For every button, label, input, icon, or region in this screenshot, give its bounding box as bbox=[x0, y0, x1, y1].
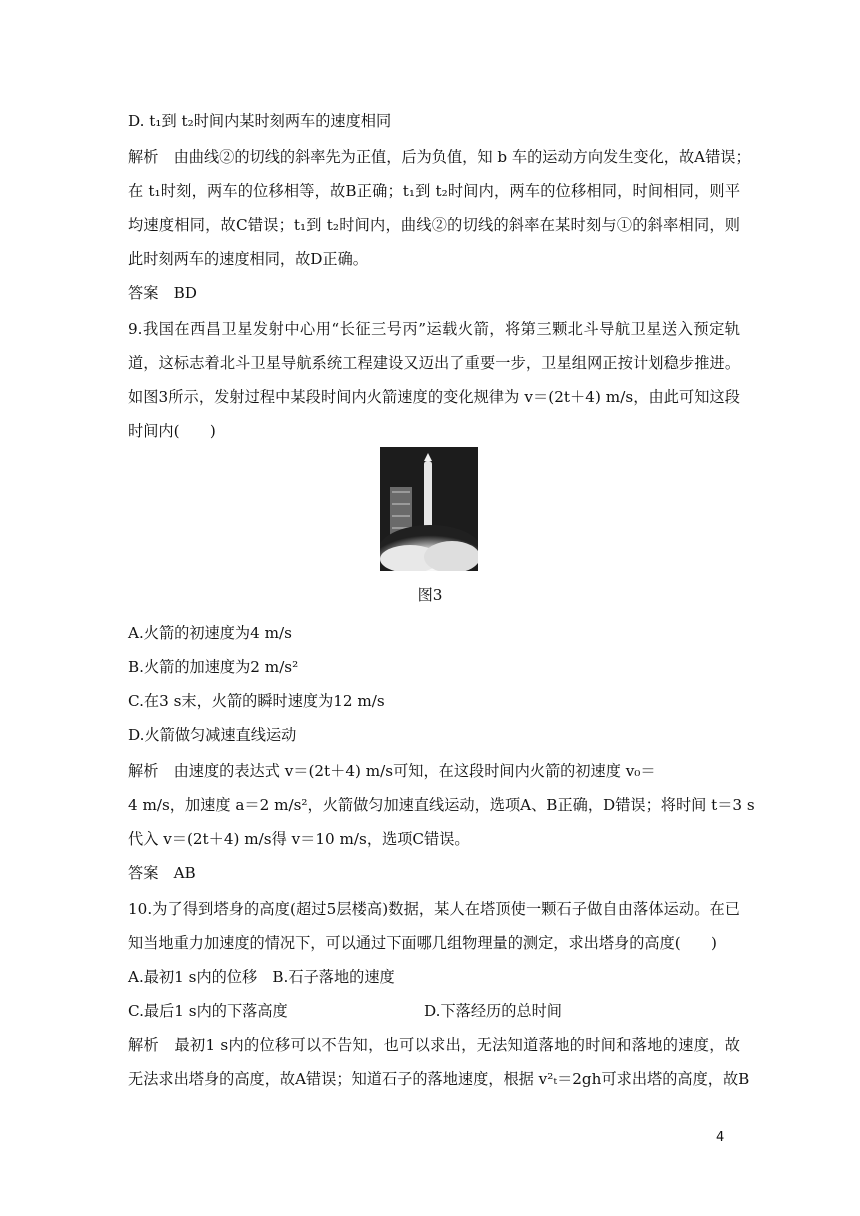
question-line: 9.我国在西昌卫星发射中心用“长征三号丙”运载火箭，将第三颗北斗导航卫星送入预定轨 bbox=[128, 320, 740, 338]
option-d: D.下落经历的总时间 bbox=[424, 1002, 562, 1020]
option-c: C.在3 s末，火箭的瞬时速度为12 m/s bbox=[128, 692, 385, 710]
question-line: 时间内( ) bbox=[128, 422, 216, 440]
option-d: D.火箭做匀减速直线运动 bbox=[128, 726, 297, 744]
text-line: D. t₁到 t₂时间内某时刻两车的速度相同 bbox=[128, 112, 392, 130]
option-c: C.最后1 s内的下落高度 bbox=[128, 1002, 288, 1020]
rocket-launch-image bbox=[380, 447, 478, 571]
text-line: 解析 最初1 s内的位移可以不告知，也可以求出，无法知道落地的时间和落地的速度，故 bbox=[128, 1036, 740, 1054]
question-line: 道，这标志着北斗卫星导航系统工程建设又迈出了重要一步，卫星组网正按计划稳步推进。 bbox=[128, 354, 740, 372]
text-line: 解析 由速度的表达式 v＝(2t＋4) m/s可知，在这段时间内火箭的初速度 v₀＝ bbox=[128, 762, 656, 780]
text-line: 无法求出塔身的高度，故A错误；知道石子的落地速度，根据 v²ₜ＝2gh可求出塔的高度，故B bbox=[128, 1070, 750, 1088]
text-line: 代入 v＝(2t＋4) m/s得 v＝10 m/s，选项C错误。 bbox=[128, 830, 470, 848]
question-line: 知当地重力加速度的情况下，可以通过下面哪几组物理量的测定，求出塔身的高度( ) bbox=[128, 934, 717, 952]
question-line: 10.为了得到塔身的高度(超过5层楼高)数据，某人在塔顶使一颗石子做自由落体运动。在已 bbox=[128, 900, 740, 918]
option-a: A.火箭的初速度为4 m/s bbox=[128, 624, 292, 642]
text-line: 此时刻两车的速度相同，故D正确。 bbox=[128, 250, 368, 268]
answer-line: 答案 BD bbox=[128, 284, 197, 302]
answer-line: 答案 AB bbox=[128, 864, 196, 882]
text-line: 在 t₁时刻，两车的位移相等，故B正确；t₁到 t₂时间内，两车的位移相同，时间相同，则平 bbox=[128, 182, 740, 200]
option-b: B.火箭的加速度为2 m/s² bbox=[128, 658, 299, 676]
text-line: 解析 由曲线②的切线的斜率先为正值，后为负值，知 b 车的运动方向发生变化，故A错误； bbox=[128, 148, 751, 166]
text-line: 4 m/s，加速度 a＝2 m/s²，火箭做匀加速直线运动，选项A、B正确，D错误；将时间 t＝3 s bbox=[128, 796, 755, 814]
page-number: 4 bbox=[716, 1130, 725, 1145]
option-line: A.最初1 s内的位移 B.石子落地的速度 bbox=[128, 968, 395, 986]
question-line: 如图3所示，发射过程中某段时间内火箭速度的变化规律为 v＝(2t＋4) m/s，由此可知这段 bbox=[128, 388, 740, 406]
figure-caption: 图3 bbox=[417, 586, 443, 604]
text-line: 均速度相同，故C错误；t₁到 t₂时间内，曲线②的切线的斜率在某时刻与①的斜率相同，则 bbox=[128, 216, 740, 234]
